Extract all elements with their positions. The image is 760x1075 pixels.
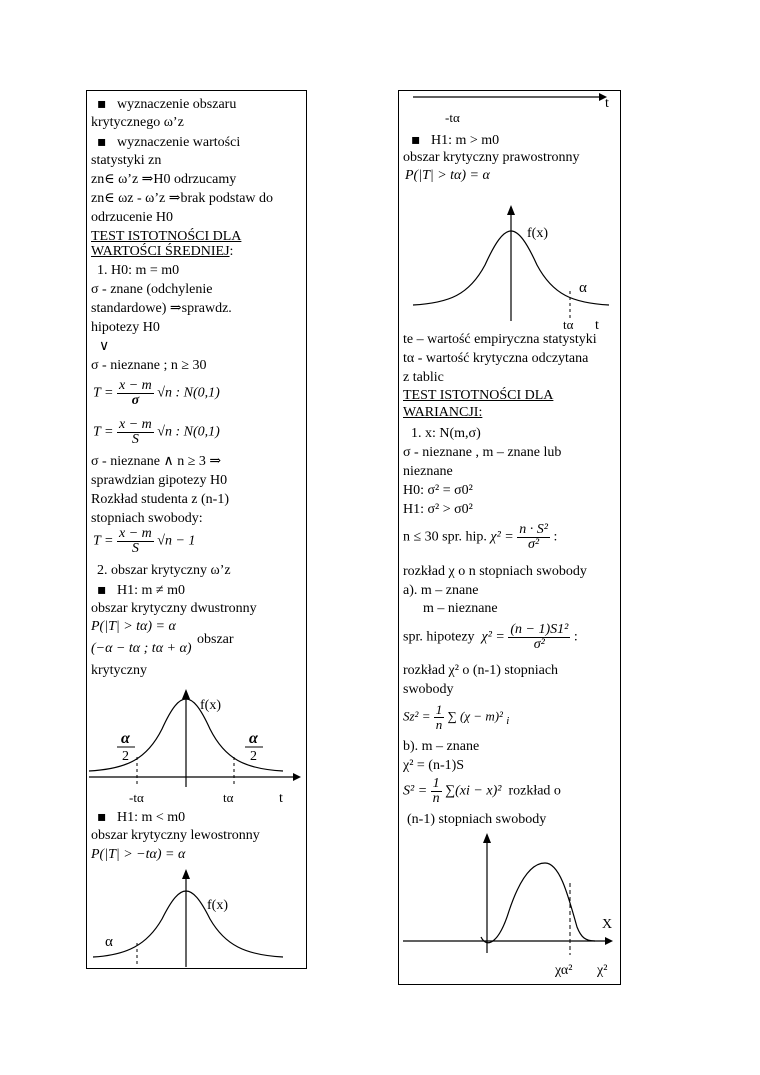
h1-variance: H1: σ² > σ0²: [403, 502, 473, 517]
student-1: sprawdzian gipotezy H0: [91, 473, 228, 488]
or-symbol: ∨: [99, 339, 110, 354]
item-critical-region: 2. obszar krytyczny ω’z: [97, 563, 231, 578]
heading-mean-colon: :: [229, 244, 234, 259]
chart1-fx-label: f(x): [200, 698, 221, 713]
formula-T3-num: x − m: [118, 526, 152, 541]
chart1-x-arrow: [293, 773, 301, 781]
bullet-2-cont: statystyki zn: [91, 153, 162, 168]
formula-T2: [93, 418, 220, 447]
chart1-alpha-left: α: [121, 730, 130, 747]
interval-label-2: krytyczny: [91, 663, 147, 678]
right-sided-label: obszar krytyczny prawostronny: [403, 150, 580, 165]
formula-T1-rhs: √n : N(0,1): [157, 385, 220, 401]
student-2: Rozkład studenta z (n-1): [91, 492, 230, 507]
ta-definition-cont: z tablic: [403, 370, 444, 385]
bullet-h1-gt: ▪ H1: m > m0: [411, 132, 500, 148]
chart4-x-arrow: [605, 937, 613, 945]
h0-variance: H0: σ² = σ0²: [403, 483, 473, 498]
formula-s2: [403, 777, 561, 806]
formula-T3-lhs: T =: [93, 533, 114, 549]
chart1-y-arrow: [182, 689, 190, 699]
student-3: stopniach swobody:: [91, 511, 203, 526]
chi-eq: χ² = (n-1)S: [403, 758, 465, 773]
chart2-curve: [93, 891, 283, 957]
formula-chi: [403, 523, 557, 552]
bullet-1: ▪ wyznaczenie obszaru: [97, 96, 237, 112]
chi2-colon: :: [573, 629, 578, 645]
formula-T2-rhs: √n : N(0,1): [157, 424, 220, 440]
chi-lhs: χ² =: [490, 529, 514, 545]
p-left-sided: P(|T| > −tα) = α: [91, 847, 186, 862]
formula-T2-lhs: T =: [93, 424, 114, 440]
chart-two-sided: [87, 689, 306, 809]
right-column: [398, 90, 621, 985]
heading-mean-2: WARTOŚCI ŚREDNIEJ: [91, 244, 230, 259]
interval-label: obszar: [197, 632, 234, 647]
chart4-x-label: X: [602, 917, 613, 932]
ta-definition: tα - wartość krytyczna odczytana: [403, 351, 589, 366]
top-axis-t: t: [605, 96, 609, 111]
chart3-axis-t: t: [595, 318, 599, 333]
formula-sz: [403, 703, 509, 732]
bullet-h1-ne: ▪ H1: m ≠ m0: [97, 582, 185, 598]
spr-prefix: spr. hipotezy: [403, 629, 475, 645]
sigma-unknown-2: σ - nieznane ∧ n ≥ 3 ⇒: [91, 454, 222, 469]
formula-T3: [93, 527, 195, 556]
rule-accept-cont: odrzucenie H0: [91, 210, 174, 225]
bullet-h1-lt: ▪ H1: m < m0: [97, 809, 186, 825]
sigma-known-1: σ - znane (odchylenie: [91, 282, 213, 297]
sz-lhs: Sz² =: [403, 708, 431, 724]
chart-left-sided: [87, 869, 306, 967]
s2-rhs: ∑(xi − x)²: [445, 783, 502, 799]
sigma-unknown: σ - nieznane ; n ≥ 30: [91, 358, 207, 373]
left-column: [86, 90, 307, 969]
heading-mean-1: TEST ISTOTNOŚCI DLA: [91, 229, 242, 244]
item-h0-mean: 1. H0: m = m0: [97, 263, 180, 278]
chart4-chi-alpha: χα²: [555, 963, 573, 978]
s2-tail-2: (n-1) stopniach swobody: [407, 812, 547, 827]
bullet-2: ▪ wyznaczenie wartości: [97, 134, 241, 150]
chi2-lhs: χ² =: [481, 629, 505, 645]
chi2-num: (n − 1)S1²: [510, 622, 569, 637]
n30-prefix: n ≤ 30 spr. hip.: [403, 529, 487, 545]
formula-T1: [93, 379, 220, 408]
sigma-line-2: nieznane: [403, 464, 453, 479]
sigma-known-3: hipotezy H0: [91, 320, 160, 335]
rule-reject: zn∈ ω’z ⇒H0 odrzucamy: [91, 172, 237, 187]
chi2-den: σ²: [533, 637, 545, 652]
chart-right-sided: [399, 203, 620, 335]
s2-num: 1: [432, 776, 440, 791]
formula-T2-num: x − m: [118, 417, 152, 432]
p-two-sided: P(|T| > tα) = α: [91, 619, 176, 634]
formula-T1-den: σ: [131, 393, 140, 408]
te-definition: te – wartość empiryczna statystyki: [403, 332, 597, 347]
bullet-1-text: wyznaczenie obszaru: [117, 97, 237, 112]
chart3-tick: tα: [563, 317, 574, 332]
h1-lt-text: H1: m < m0: [117, 810, 186, 825]
item-x-normal: 1. x: N(m,σ): [411, 426, 481, 441]
chi-colon: :: [553, 529, 558, 545]
chart1-den-left: 2: [122, 749, 129, 764]
chart4-curve: [481, 863, 595, 943]
chart1-tick-neg: -tα: [129, 790, 144, 805]
chi2-distribution-cont: swobody: [403, 682, 454, 697]
chart2-y-arrow: [182, 869, 190, 879]
left-sided-label: obszar krytyczny lewostronny: [91, 828, 260, 843]
top-axis-fragment: [399, 91, 620, 111]
top-tick-label: -tα: [445, 110, 460, 125]
chi-den: σ²: [528, 537, 540, 552]
chi2-distribution: rozkład χ² o (n-1) stopniach: [403, 663, 559, 678]
formula-T1-lhs: T =: [93, 385, 114, 401]
formula-T1-num: x − m: [118, 378, 152, 393]
chart2-fx-label: f(x): [207, 898, 228, 913]
interval: (−α − tα ; tα + α): [91, 641, 192, 656]
chart2-alpha: α: [105, 934, 113, 950]
a-unknown: m – nieznane: [423, 601, 498, 616]
heading-variance-1: TEST ISTOTNOŚCI DLA: [403, 388, 554, 403]
p-right-sided: P(|T| > tα) = α: [405, 168, 490, 183]
bullet-2-text: wyznaczenie wartości: [117, 135, 241, 150]
chart4-chi-axis: χ²: [597, 963, 608, 978]
s2-lhs: S² =: [403, 783, 428, 799]
sz-num: 1: [435, 702, 443, 717]
chart3-fx-label: f(x): [527, 226, 548, 241]
chart-chi-square: [399, 831, 620, 981]
formula-T2-den: S: [131, 432, 139, 447]
rule-accept: zn∈ ωz - ω’z ⇒brak podstaw do: [91, 191, 274, 206]
chart4-y-arrow: [483, 833, 491, 843]
sz-den: n: [435, 717, 443, 732]
sz-rhs: ∑ (χ − m)²: [447, 708, 503, 724]
sigma-known-2: standardowe) ⇒sprawdz.: [91, 301, 232, 316]
chi-distribution: rozkład χ o n stopniach swobody: [403, 564, 587, 579]
s2-den: n: [432, 791, 440, 806]
a-known: a). m – znane: [403, 583, 479, 598]
chart3-alpha: α: [579, 280, 587, 296]
formula-T3-den: S: [131, 541, 139, 556]
heading-variance-2: WARIANCJI:: [403, 405, 483, 420]
formula-T3-rhs: √n − 1: [157, 533, 196, 549]
b-known: b). m – znane: [403, 739, 480, 754]
chart1-alpha-right: α: [249, 730, 258, 747]
chart1-den-right: 2: [250, 749, 257, 764]
formula-chi2: [403, 623, 578, 652]
h1-gt-text: H1: m > m0: [431, 133, 500, 148]
s2-tail: rozkład o: [508, 783, 561, 799]
chi-num: n · S²: [519, 522, 548, 537]
two-sided-label: obszar krytyczny dwustronny: [91, 601, 257, 616]
chart1-axis-t: t: [279, 791, 283, 806]
sigma-line-1: σ - nieznane , m – znane lub: [403, 445, 562, 460]
chart3-y-arrow: [507, 205, 515, 215]
h1-ne-text: H1: m ≠ m0: [117, 583, 185, 598]
chart1-tick-pos: tα: [223, 790, 234, 805]
bullet-1-cont: krytycznego ω’z: [91, 115, 184, 130]
sz-sub: i: [506, 715, 510, 728]
heading-mean-2-wrap: [91, 243, 233, 261]
